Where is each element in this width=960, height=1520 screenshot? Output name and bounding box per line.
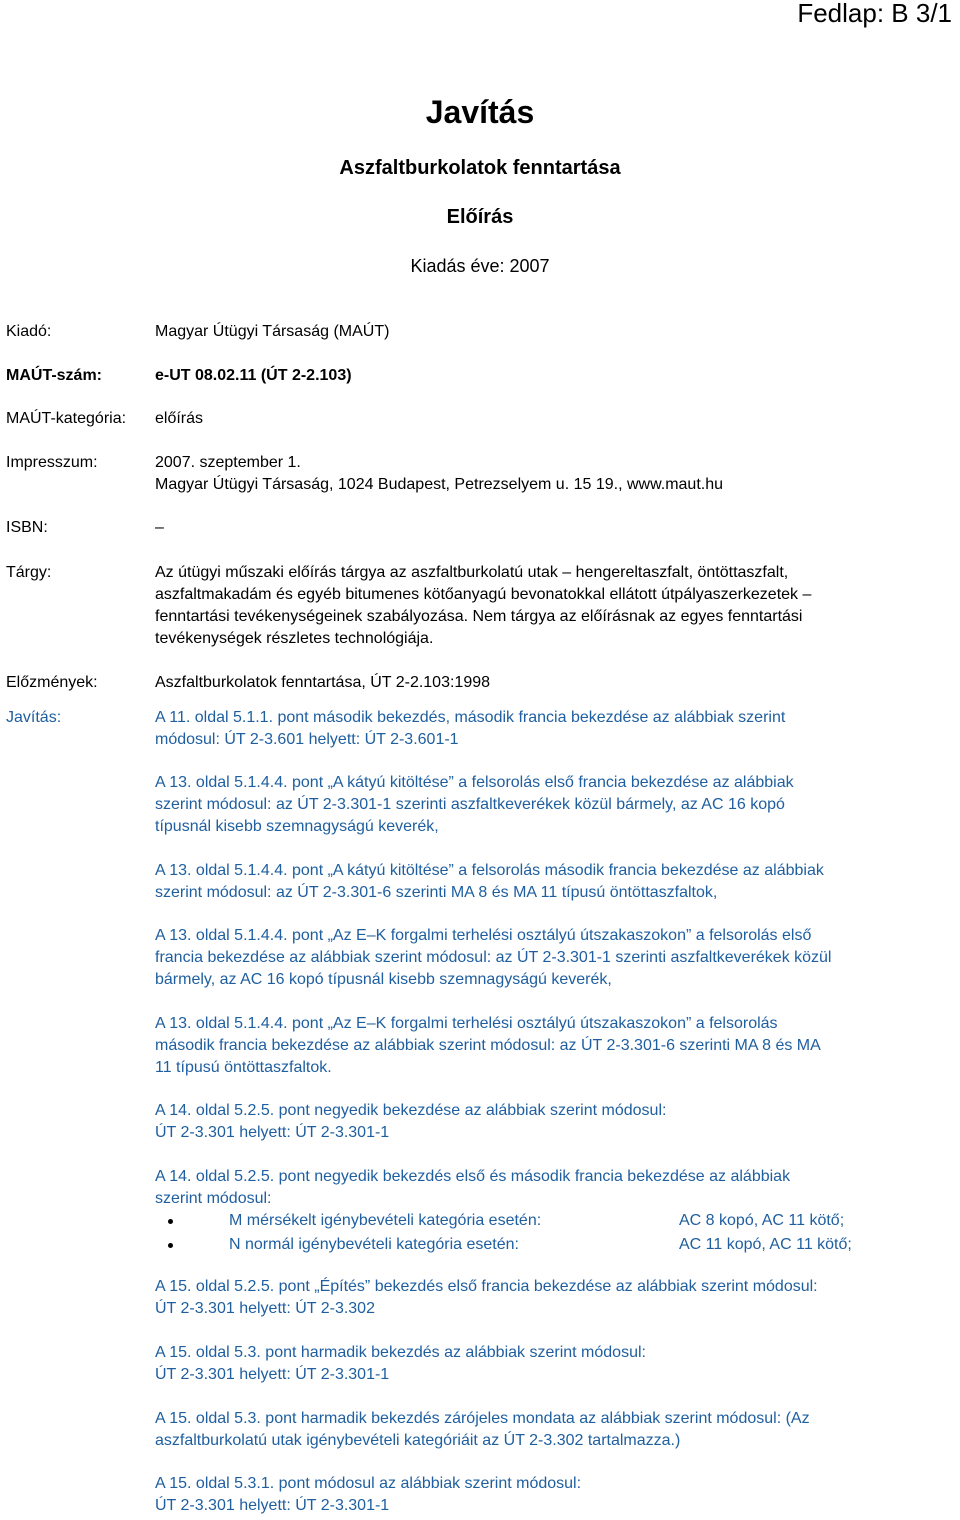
document-subtitle: Aszfaltburkolatok fenntartása: [339, 157, 621, 179]
correction-8-line-2: ÚT 2-3.301 helyett: ÚT 2-3.302: [155, 1300, 375, 1317]
edition-year: Kiadás éve: 2007: [410, 256, 550, 276]
imprint-date: 2007. szeptember 1.: [155, 454, 301, 471]
maut-category-label: MAÚT-kategória:: [6, 410, 127, 427]
subject-line-1: Az útügyi műszaki előírás tárgya az aszfaltburkolatú utak – hengereltaszfalt, öntöttaszfalt,: [155, 564, 789, 581]
correction-1-line-2: módosul: ÚT 2-3.601 helyett: ÚT 2-3.601-1: [155, 731, 459, 748]
correction-11-line-2: ÚT 2-3.301 helyett: ÚT 2-3.301-1: [155, 1497, 390, 1514]
antecedents-value: Aszfaltburkolatok fenntartása, ÚT 2-2.103:1998: [155, 674, 491, 691]
subject-line-3: fenntartási tevékenységeinek szabályozása. Nem tárgya az előírásnak az egyes fenntartási: [155, 608, 803, 625]
publisher-label: Kiadó:: [6, 323, 52, 340]
publisher-value: Magyar Útügyi Társaság (MAÚT): [155, 323, 390, 340]
correction-5-line-2: második francia bekezdése az alábbiak szerint módosul: az ÚT 2-3.301-6 szerinti MA 8 és MA: [155, 1037, 821, 1054]
correction-4-line-3: bármely, az AC 16 kopó típusnál kisebb szemnagyságú keverék,: [155, 971, 612, 988]
subject-line-4: tevékenységek részletes technológiája.: [155, 630, 434, 647]
correction-7-line-1: A 14. oldal 5.2.5. pont negyedik bekezdés első és második francia bekezdése az alábbiak: [155, 1168, 791, 1185]
isbn-label: ISBN:: [6, 519, 48, 536]
maut-number-label: MAÚT-szám:: [6, 367, 103, 384]
bullet-dot-icon: [168, 1243, 173, 1248]
bullet-dot-icon: [168, 1219, 173, 1224]
bullet-2-label: N normál igénybevételi kategória esetén:: [229, 1236, 519, 1253]
correction-3-line-2: szerint módosul: az ÚT 2-3.301-6 szerinti MA 8 és MA 11 típusú öntöttaszfaltok,: [155, 884, 718, 901]
isbn-value: –: [155, 519, 164, 536]
correction-9-line-2: ÚT 2-3.301 helyett: ÚT 2-3.301-1: [155, 1366, 390, 1383]
correction-9-line-1: A 15. oldal 5.3. pont harmadik bekezdés az alábbiak szerint módosul:: [155, 1344, 646, 1361]
subject-line-2: aszfaltmakadám és egyéb bitumenes kötőanyagú bevonatokkal ellátott útpályaszerkezetek –: [155, 586, 812, 603]
maut-number-value: e-UT 08.02.11 (ÚT 2-2.103): [155, 367, 352, 384]
document-type: Előírás: [446, 206, 514, 228]
correction-6-line-2: ÚT 2-3.301 helyett: ÚT 2-3.301-1: [155, 1124, 390, 1141]
correction-4-line-2: francia bekezdése az alábbiak szerint módosul: az ÚT 2-3.301-1 szerinti aszfaltkeverékek közül: [155, 949, 832, 966]
bullet-1-label: M mérsékelt igénybevételi kategória esetén:: [229, 1212, 542, 1229]
correction-10-line-1: A 15. oldal 5.3. pont harmadik bekezdés zárójeles mondata az alábbiak szerint módosul: (Az: [155, 1410, 810, 1427]
correction-3-line-1: A 13. oldal 5.1.4.4. pont „A kátyú kitöltése” a felsorolás második francia bekezdése az alábbiak: [155, 862, 824, 879]
imprint-label: Impresszum:: [6, 454, 98, 471]
bullet-1-value: AC 8 kopó, AC 11 kötő;: [679, 1212, 845, 1229]
corrections-label: Javítás:: [6, 709, 62, 726]
correction-7-line-2: szerint módosul:: [155, 1190, 272, 1207]
correction-2-line-2: szerint módosul: az ÚT 2-3.301-1 szerinti aszfaltkeverékek közül bármely, az AC 16 kopó: [155, 796, 785, 813]
bullet-2-value: AC 11 kopó, AC 11 kötő;: [679, 1236, 852, 1253]
correction-5-line-1: A 13. oldal 5.1.4.4. pont „Az E–K forgalmi terhelési osztályú útszakaszokon” a felsorolás: [155, 1015, 778, 1032]
page-reference: Fedlap: B 3/1: [797, 0, 952, 28]
correction-11-line-1: A 15. oldal 5.3.1. pont módosul az alábbiak szerint módosul:: [155, 1475, 582, 1492]
correction-2-line-3: típusnál kisebb szemnagyságú keverék,: [155, 818, 439, 835]
subject-label: Tárgy:: [6, 564, 52, 581]
correction-4-line-1: A 13. oldal 5.1.4.4. pont „Az E–K forgalmi terhelési osztályú útszakaszokon” a felsorolás első: [155, 927, 812, 944]
correction-10-line-2: aszfaltburkolatú utak igénybevételi kategóriáit az ÚT 2-3.302 tartalmazza.): [155, 1432, 681, 1449]
document-title: Javítás: [425, 94, 535, 130]
imprint-address: Magyar Útügyi Társaság, 1024 Budapest, Petrezselyem u. 15 19., www.maut.hu: [155, 476, 723, 493]
antecedents-label: Előzmények:: [6, 674, 98, 691]
correction-6-line-1: A 14. oldal 5.2.5. pont negyedik bekezdése az alábbiak szerint módosul:: [155, 1102, 667, 1119]
maut-category-value: előírás: [155, 410, 204, 427]
correction-8-line-1: A 15. oldal 5.2.5. pont „Építés” bekezdés első francia bekezdése az alábbiak szerint módosul:: [155, 1278, 818, 1295]
correction-2-line-1: A 13. oldal 5.1.4.4. pont „A kátyú kitöltése” a felsorolás első francia bekezdése az alábbiak: [155, 774, 794, 791]
correction-1-line-1: A 11. oldal 5.1.1. pont második bekezdés, második francia bekezdése az alábbiak szerint: [155, 709, 786, 726]
correction-5-line-3: 11 típusú öntöttaszfaltok.: [155, 1059, 332, 1076]
